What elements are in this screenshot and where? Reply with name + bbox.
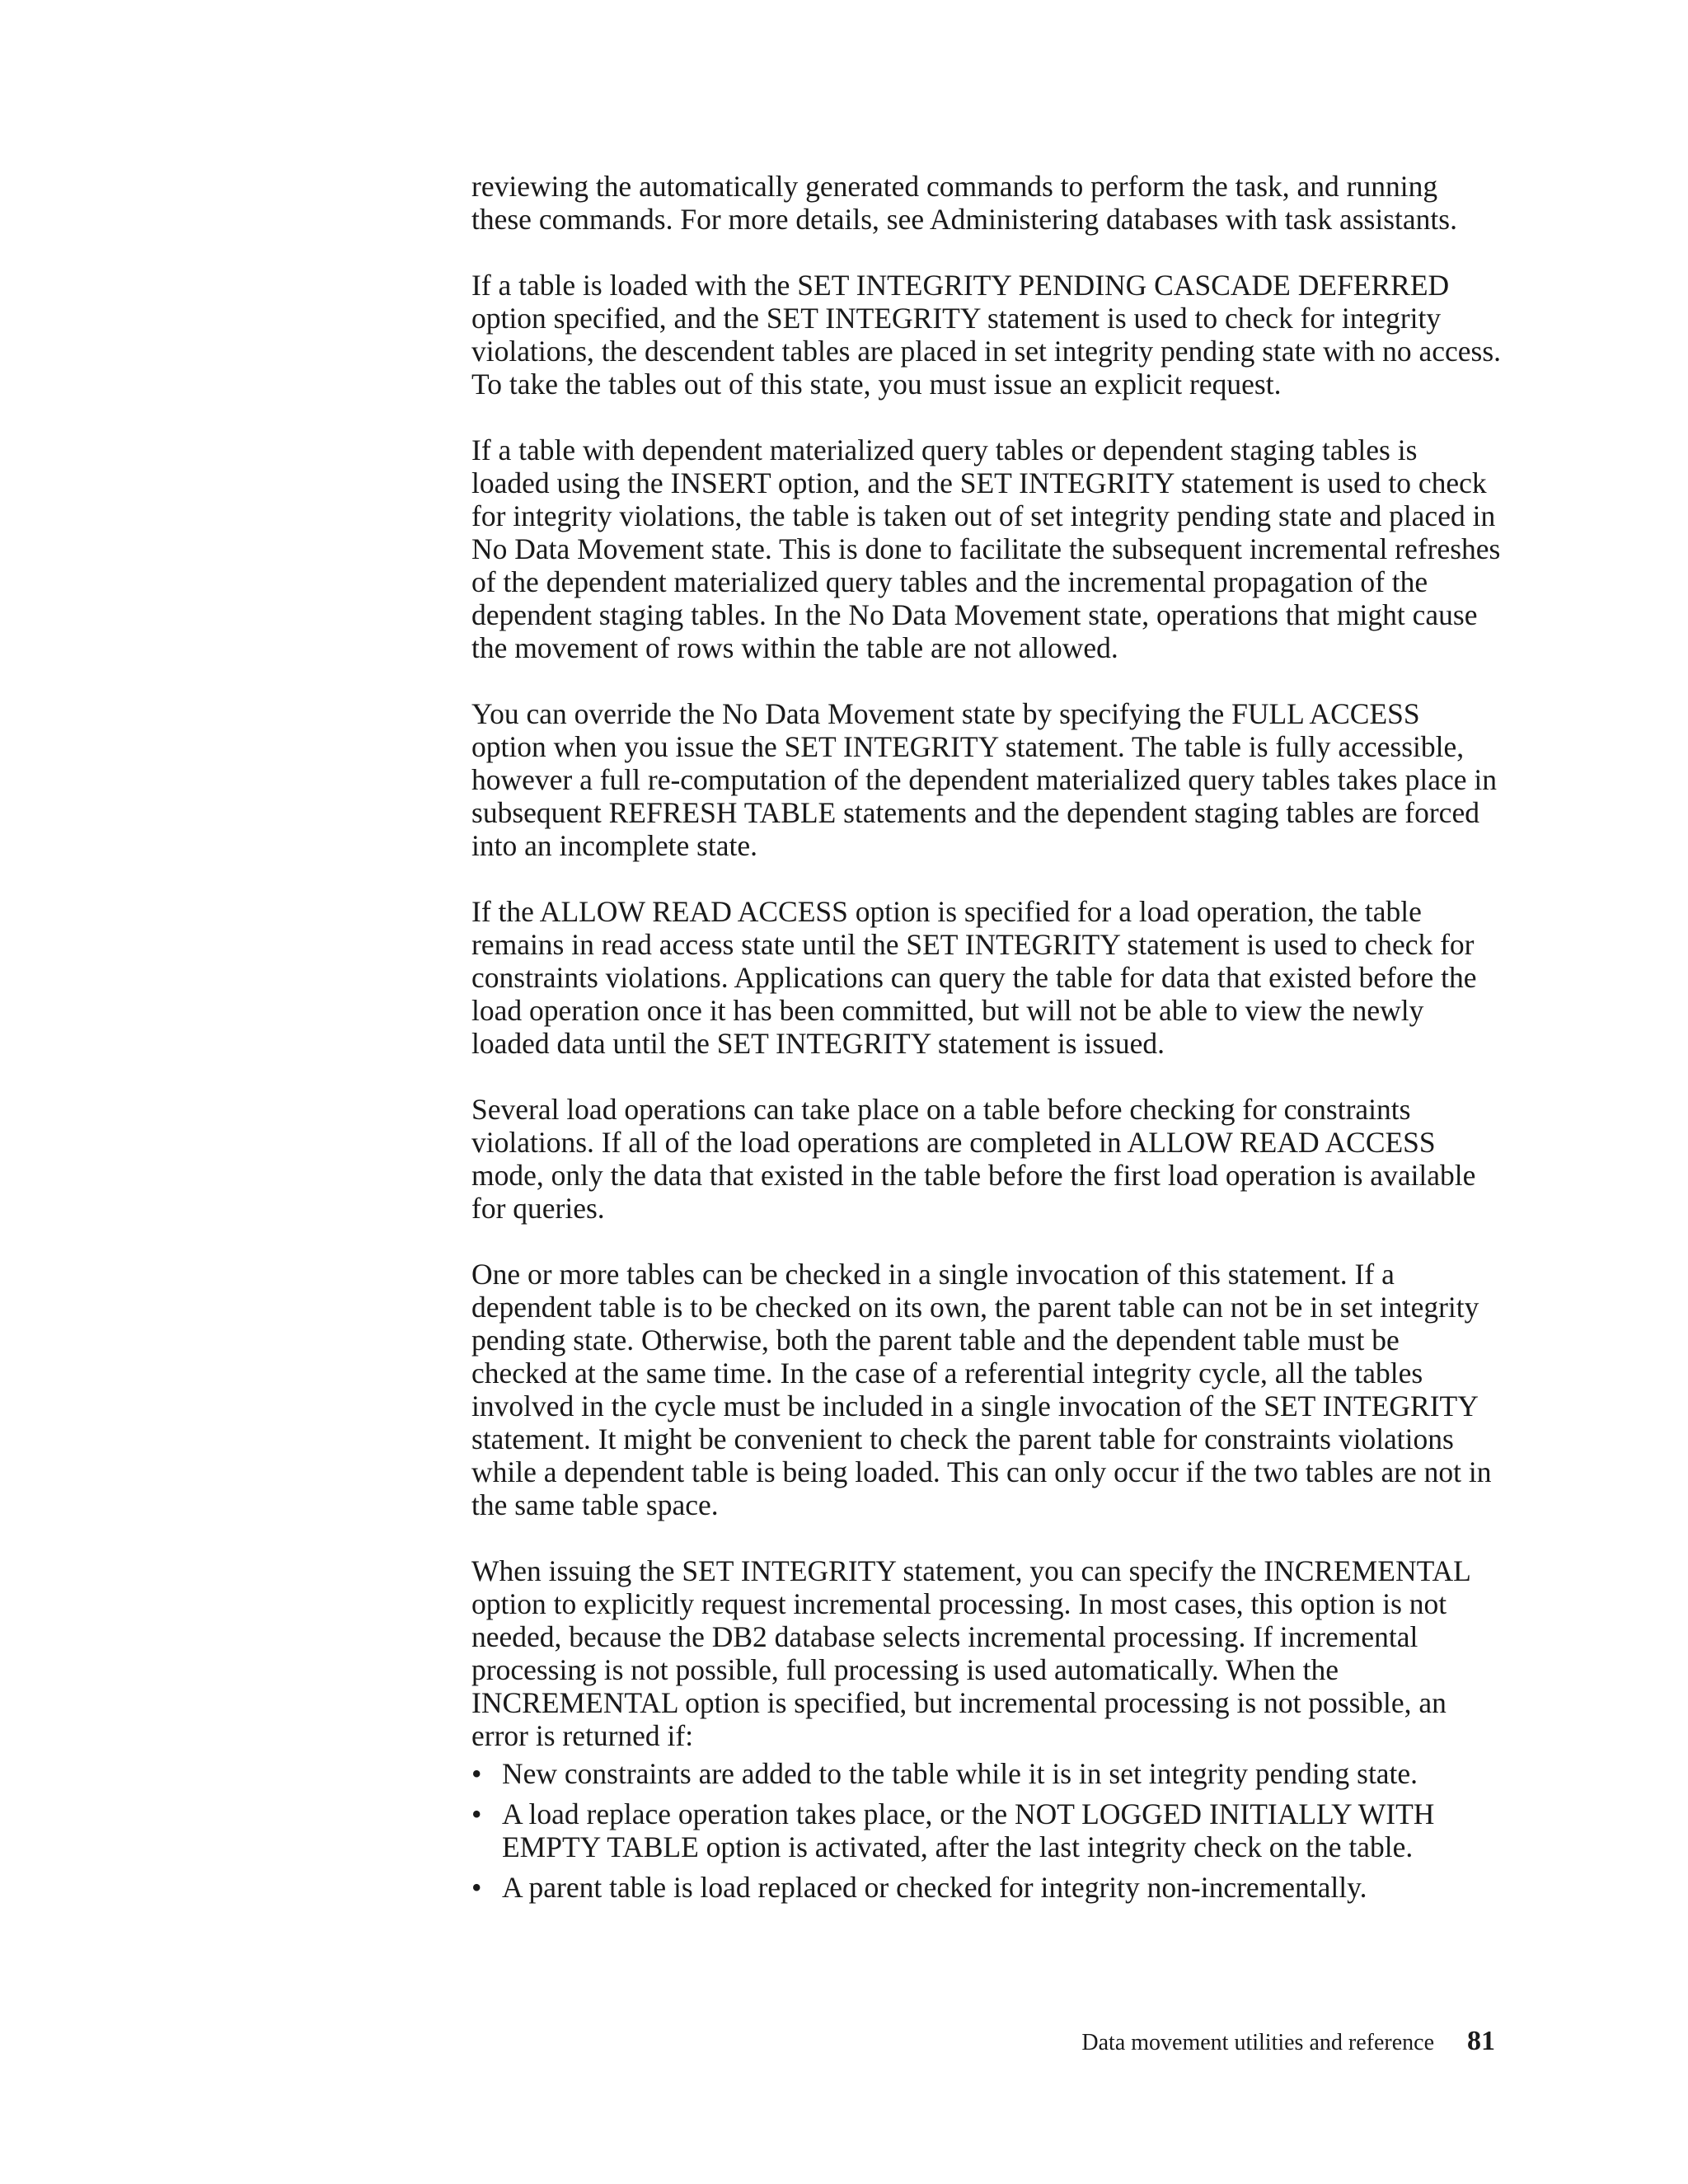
paragraph-6: Several load operations can take place on a table before checking for constraints violations. If all of the load operations are completed in ALLOW READ ACCESS mode, only the data that existed in the table before the first load operation is available for queries.	[471, 1093, 1476, 1225]
list-item	[471, 1871, 1502, 1904]
bullet-icon: •	[471, 1797, 482, 1830]
bullet-icon: •	[471, 1871, 482, 1904]
list-item-text: A parent table is load replaced or checked for integrity non-incrementally.	[502, 1871, 1367, 1904]
paragraph-7: One or more tables can be checked in a single invocation of this statement. If a dependent table is to be checked on its own, the parent table can not be in set integrity pending state. Otherwise, both the parent table and the dependent table must be checked at the same time. In the case of a referential integrity cycle, all the tables involved in the cycle must be included in a single invocation of the SET INTEGRITY statement. It might be convenient to check the parent table for constraints violations while a dependent table is being loaded. This can only occur if the two tables are not in the same table space.	[471, 1258, 1492, 1521]
list-item-text: A load replace operation takes place, or the NOT LOGGED INITIALLY WITH EMPTY TABLE option is activated, after the last integrity check on the table.	[502, 1797, 1435, 1863]
paragraph-2: If a table is loaded with the SET INTEGRITY PENDING CASCADE DEFERRED option specified, and the SET INTEGRITY statement is used to check for integrity violations, the descendent tables are placed in set integrity pending state with no access. To take the tables out of this state, you must issue an explicit request.	[471, 269, 1502, 401]
bullet-icon: •	[471, 1757, 482, 1790]
list-item	[471, 1797, 1502, 1863]
body-text	[471, 170, 1502, 1911]
error-conditions-list	[471, 1757, 1502, 1904]
page-footer	[1081, 2026, 1495, 2057]
paragraph-1: reviewing the automatically generated commands to perform the task, and running these commands. For more details, see Administering databases with task assistants.	[471, 170, 1457, 236]
list-item-text: New constraints are added to the table while it is in set integrity pending state.	[502, 1757, 1418, 1790]
page-number: 81	[1467, 2026, 1495, 2056]
paragraph-8: When issuing the SET INTEGRITY statement, you can specify the INCREMENTAL option to explicitly request incremental processing. In most cases, this option is not needed, because the DB2 database selects incremental processing. If incremental processing is not possible, full processing is used automatically. When the INCREMENTAL option is specified, but incremental processing is not possible, an error is returned if:	[471, 1554, 1470, 1752]
paragraph-4: You can override the No Data Movement state by specifying the FULL ACCESS option when you issue the SET INTEGRITY statement. The table is fully accessible, however a full re-computation of the dependent materialized query tables takes place in subsequent REFRESH TABLE statements and the dependent staging tables are forced into an incomplete state.	[471, 697, 1497, 862]
list-item	[471, 1757, 1502, 1790]
paragraph-5: If the ALLOW READ ACCESS option is specified for a load operation, the table remains in read access state until the SET INTEGRITY statement is used to check for constraints violations. Applications can query the table for data that existed before the load operation once it has been committed, but will not be able to view the newly loaded data until the SET INTEGRITY statement is issued.	[471, 895, 1477, 1060]
paragraph-3: If a table with dependent materialized query tables or dependent staging tables is loaded using the INSERT option, and the SET INTEGRITY statement is used to check for integrity violations, the table is taken out of set integrity pending state and placed in No Data Movement state. This is done to facilitate the subsequent incremental refreshes of the dependent materialized query tables and the incremental propagation of the dependent staging tables. In the No Data Movement state, operations that might cause the movement of rows within the table are not allowed.	[471, 434, 1501, 664]
footer-title: Data movement utilities and reference	[1081, 2030, 1434, 2055]
